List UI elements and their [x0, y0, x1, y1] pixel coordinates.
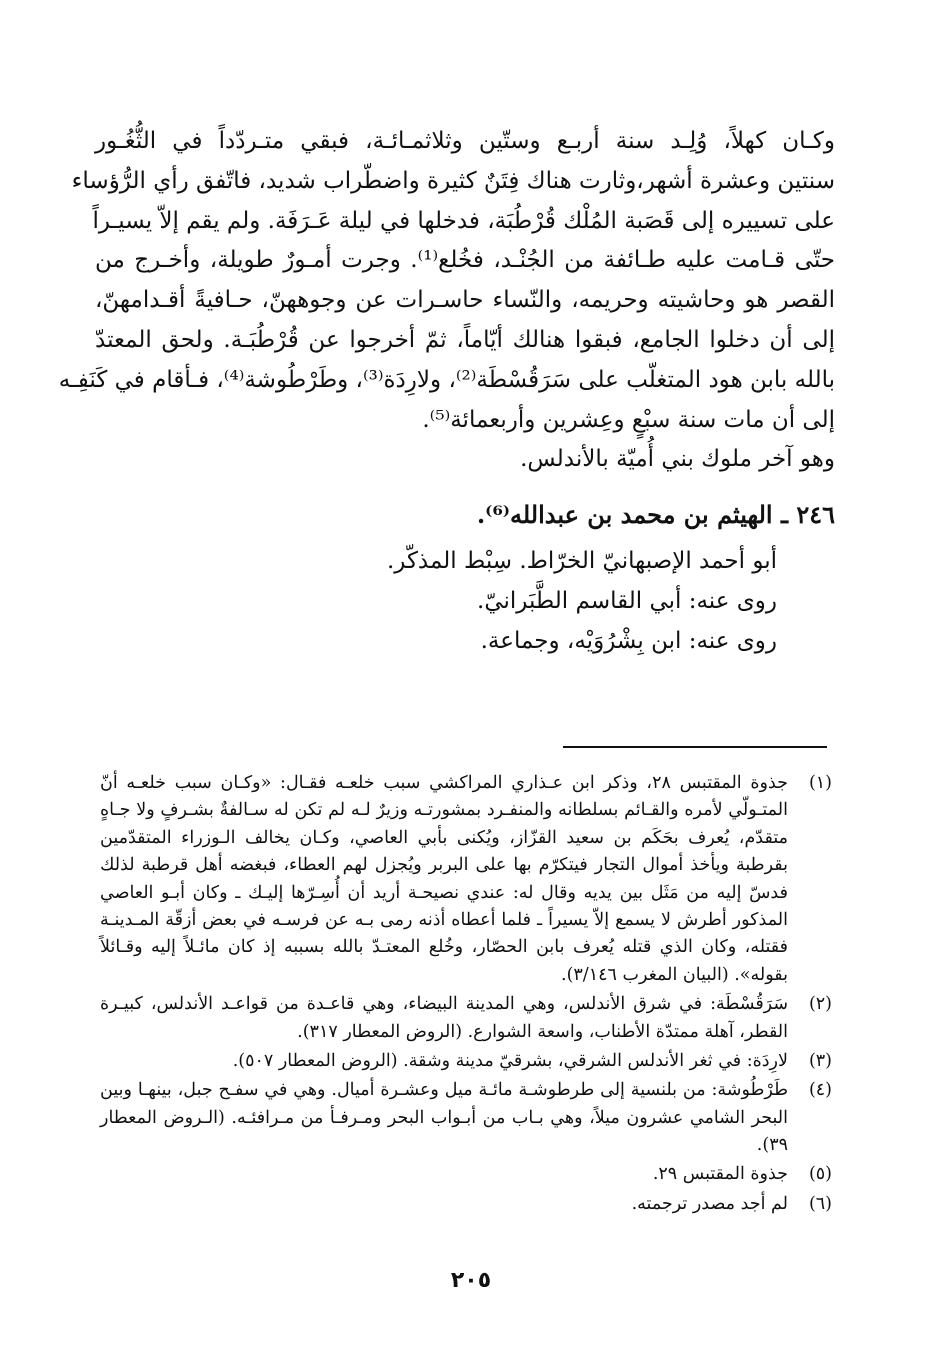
footnote-line: بقوله». (البيان المغرب ٣/١٤٦). — [561, 964, 788, 985]
footnote-line: فقتله، وكان الذي قتله يُعرف بابن الحصّار، وخُلع المعتـدّ بالله بسببه إذ كان مائـلاً إليه وقـائلاً — [100, 937, 788, 958]
footnote-number: (١) — [808, 773, 832, 793]
footnote-body — [100, 1191, 788, 1218]
paragraph-1 — [58, 122, 835, 440]
footnote-number: (٤) — [808, 1080, 832, 1101]
footnote-line: جذوة المقتبس ٢٩. — [652, 1164, 788, 1185]
footnote-3 — [100, 1048, 832, 1075]
footnote-4 — [100, 1077, 832, 1159]
footnote-line: جذوة المقتبس ٢٨، وذكر ابن عـذاري المراكشي سبب خلعـه فقـال: «وكـان سبب خلعـه أنّ — [100, 773, 788, 793]
text-line: على تسييره إلى قَصَبة المُلْك قُرْطُبَة، فدخلها في ليلة عَـرَفَة. ولم يقم إلاّ يسيـراً — [92, 207, 835, 234]
entry-line: أبو أحمد الإصبهانيّ الخرّاط. سِبْط المذكّر. — [386, 548, 777, 575]
footnote-line: المذكور أطرش لا يسمع إلاّ يسيراً ـ فلما أعطاه أذنه رمى بـه عن فرسـه في بعض أزقّة المـدينـة — [100, 909, 788, 930]
text-line: وكـان كهلاً، وُلِـد سنة أربـع وستّين وثلاثمـائـة، فبقي متـردّداً في الثُّغُـور — [95, 128, 835, 154]
entry-details — [95, 542, 835, 661]
text-line: سنتين وعشرة أشهر،وثارت هناك فِتَنٌ كثيرة واضطّراب شديد، فاتّفق رأي الرُّؤساء — [71, 167, 835, 194]
footnote-2 — [100, 991, 832, 1046]
footnote-body — [100, 1048, 788, 1075]
entry-line: روى عنه: أبي القاسم الطَّبَرانيّ. — [477, 587, 777, 614]
footnote-line: لم أجد مصدر ترجمته. — [631, 1193, 788, 1214]
text-line: إلى أن مات سنة سبْعٍ وعِشرين وأربعمائة⁽⁵⁾. — [422, 406, 835, 433]
footnote-line: المتـولّي لأمره والقـائم بسلطانه والمنفـرد بمشورتـه وزيرٌ لـه لم تكن له سـالفةٌ بشـرفٍ ولا جـاهٍ — [100, 800, 788, 821]
footnote-number: (٢) — [808, 994, 832, 1015]
footnote-line: ٣٩). — [756, 1135, 788, 1156]
footnote-6 — [100, 1191, 832, 1218]
page-number: ٢٠٥ — [450, 1268, 492, 1293]
footnote-body — [100, 1077, 788, 1159]
footnote-number: (٦) — [808, 1193, 832, 1214]
text-line: حتّى قـامت عليه طـائفة من الجُنْـد، فخُلع⁽¹⁾. وجرت أمـورٌ طويلة، وأخـرج من — [95, 247, 835, 274]
paragraph-2: وهو آخر ملوك بني أُميّة بالأندلس. — [520, 446, 835, 473]
footnote-line: متقدّم، يُعرف بحَكَم بن سعيد القزّاز، ويُكنى بأبي العاصي، وكـان يخالف الـوزراء المتقدّمين — [100, 827, 788, 848]
entry-heading: ٢٤٦ ـ الهيثم بن محمد بن عبدالله⁽⁶⁾. — [476, 500, 835, 530]
footnote-line: البحر الشامي عشرون ميلاً، وهي بـاب من أبـواب البحر ومـرفـأ من مـرافئـه. (الـروض المعطار — [100, 1107, 788, 1128]
entry-line: روى عنه: ابن بِشْرُوَيْه، وجماعة. — [480, 627, 777, 654]
footnote-body — [100, 1161, 788, 1188]
footnotes — [100, 770, 832, 1220]
text-line: القصر هو وحاشيته وحريمه، والنّساء حاسـرات عن وجوههنّ، حـافيةً أقـدامهنّ، — [95, 287, 835, 314]
footnote-line: القطر، آهلة ممتدّة الأطناب، واسعة الشوارع. (الروض المعطار ٣١٧). — [297, 1021, 788, 1042]
footnote-line: طَرْطُوشة: من بلنسية إلى طرطوشـة مائـة ميل وعشـرة أميال. وهي في سفـح جبل، بينهـا وبين — [100, 1080, 788, 1101]
footnote-1 — [100, 770, 832, 989]
footnote-separator — [563, 746, 827, 748]
footnote-number: (٣) — [808, 1050, 832, 1071]
footnote-line: فدسّ إليه من مَثَل بين يديه وقال له: عندي نصيحـة أريد أن أُسِـرّها إليـك ـ وكان أبـو العاصي — [100, 882, 788, 903]
footnote-body — [100, 770, 788, 989]
text-line: بالله بابن هود المتغلّب على سَرَقُسْطَة⁽²⁾، ولارِدَة⁽³⁾، وطَرْطُوشة⁽⁴⁾، فـأقام في كَنَفِـه — [58, 366, 835, 393]
footnote-number: (٥) — [808, 1164, 832, 1185]
footnote-line: لارِدَة: في ثغر الأندلس الشرقي، بشرقيّ مدينة وشقة. (الروض المعطار ٥٠٧). — [232, 1050, 788, 1071]
footnote-5 — [100, 1161, 832, 1188]
footnote-body — [100, 991, 788, 1046]
footnote-line: بقرطبة ويأخذ أموال التجار فيتكرّم بها على البربر ويُجزل لهم العطاء، فبغضه أهل قرطبة لذلك — [100, 855, 788, 876]
main-text — [58, 122, 835, 662]
footnote-line: سَرَقُسْطَة: في شرق الأندلس، وهي المدينة البيضاء، وهي قاعـدة من قواعـد الأندلس، كبيـرة — [100, 994, 788, 1015]
text-line: إلى أن دخلوا الجامع، فبقوا هنالك أيّاماً، ثمّ أخرجوا عن قُرْطُبَـة. ولحق المعتدّ — [95, 326, 835, 353]
